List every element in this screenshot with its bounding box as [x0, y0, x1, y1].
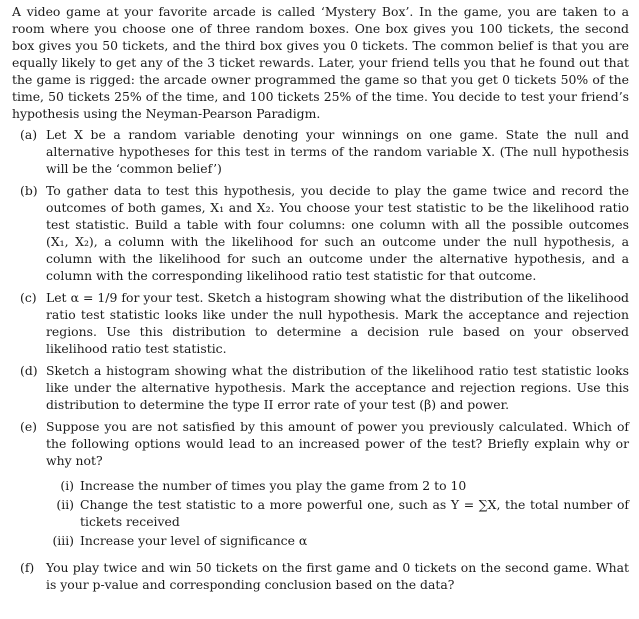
- question-parts: [12, 126, 629, 593]
- question-part-f: [12, 559, 629, 593]
- part-text: Suppose you are not satisfied by this amount of power you previously calculated. Which of the following options would lead to an increased power of the test? Briefly explain why or why not?: [46, 419, 629, 468]
- option-text: Increase your level of significance α: [80, 533, 308, 548]
- question-part-a: [12, 126, 629, 177]
- part-label: (a): [20, 127, 38, 142]
- question-part-e: [12, 418, 629, 554]
- option-item: [46, 532, 629, 549]
- part-text: Sketch a histogram showing what the distribution of the likelihood ratio test statistic looks like under the alternative hypothesis. Mark the acceptance and rejection regions. Use this distribution to determine the type II error rate of your test (β) and power.: [46, 363, 629, 412]
- option-label: (iii): [52, 533, 74, 548]
- option-label: (i): [60, 478, 74, 493]
- part-label: (c): [20, 290, 37, 305]
- part-text: To gather data to test this hypothesis, you decide to play the game twice and record the outcomes of both games, X₁ and X₂. You choose your test statistic to be the likelihood ratio test statistic. Build a table with four columns: one column with all the possible outcomes (X₁, X₂), a column with the likelihood for such an outcome under the null hypothesis, a column with the likelihood for such an outcome under the alternative hypothesis, and a column with the corresponding likelihood ratio test statistic for that outcome.: [46, 183, 629, 283]
- option-item: [46, 496, 629, 530]
- option-text: Change the test statistic to a more powerful one, such as Y = ∑X, the total number of tickets received: [80, 497, 629, 529]
- part-label: (f): [20, 560, 35, 575]
- question-part-c: [12, 289, 629, 357]
- part-body: [46, 418, 629, 554]
- problem-intro: A video game at your favorite arcade is called ‘Mystery Box’. In the game, you are taken to a room where you choose one of three random boxes. One box gives you 100 tickets, the second box gives you 50 tickets, and the third box gives you 0 tickets. The common belief is that you are equally likely to get any of the 3 ticket rewards. Later, your friend tells you that he found out that the game is rigged: the arcade owner programmed the game so that you get 0 tickets 50% of the time, 50 tickets 25% of the time, and 100 tickets 25% of the time. You decide to test your friend’s hypothesis using the Neyman-Pearson Paradigm.: [12, 4, 629, 121]
- option-label: (ii): [56, 497, 74, 512]
- options-list: [46, 477, 629, 549]
- part-text: Let X be a random variable denoting your winnings on one game. State the null and alternative hypotheses for this test in terms of the random variable X. (The null hypothesis will be the ‘common belief’): [46, 127, 629, 176]
- option-text: Increase the number of times you play the game from 2 to 10: [80, 478, 467, 493]
- part-label: (d): [20, 363, 38, 378]
- part-text: You play twice and win 50 tickets on the first game and 0 tickets on the second game. What is your p-value and corresponding conclusion based on the data?: [46, 560, 629, 592]
- option-item: [46, 477, 629, 494]
- part-text: Let α = 1/9 for your test. Sketch a histogram showing what the distribution of the likelihood ratio test statistic looks like under the null hypothesis. Mark the acceptance and rejection regions. Use this distribution to determine a decision rule based on your observed likelihood ratio test statistic.: [46, 290, 629, 356]
- question-part-d: [12, 362, 629, 413]
- part-label: (e): [20, 419, 38, 434]
- part-label: (b): [20, 183, 38, 198]
- question-part-b: [12, 182, 629, 284]
